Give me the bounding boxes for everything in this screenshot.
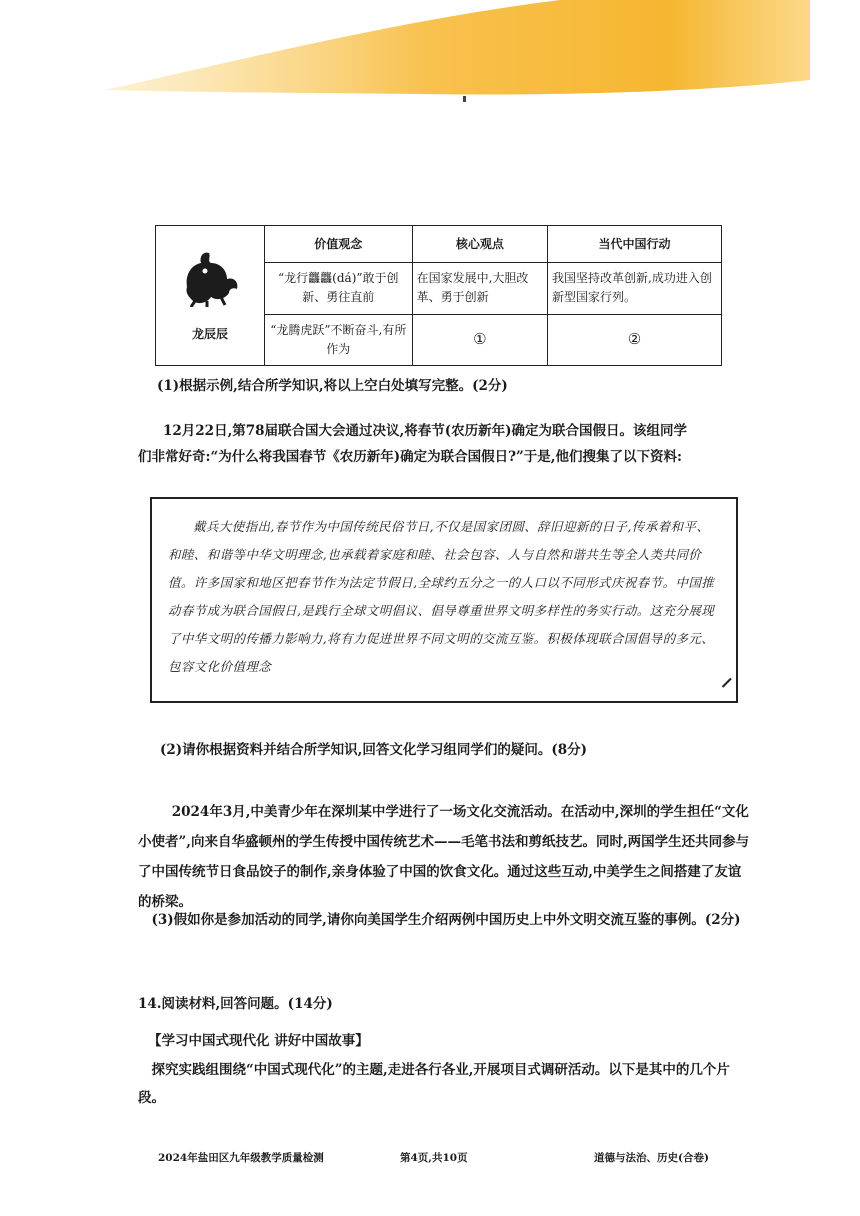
blank-1: ① (412, 314, 547, 366)
cell-concept-2: “龙腾虎跃”不断奋斗,有所作为 (265, 314, 413, 366)
footer-exam-title: 2024年盐田区九年级教学质量检测 (158, 1152, 324, 1164)
header-china-action: 当代中国行动 (548, 226, 722, 263)
decorative-swoosh (0, 0, 860, 110)
dragon-icon (177, 247, 243, 307)
material-text: 戴兵大使指出,春节作为中国传统民俗节日,不仅是国家团圆、辞旧迎新的日子,传承着和平、和睦、和谐等中华文明理念,也承载着家庭和睦、社会包容、人与自然和谐共生等全人类共同价值。许多国家和地区把春节作为法定节假日,全球约五分之一的人口以不同形式庆祝春节。中国推动春节成为联合国假日,是践行全球文明倡议、倡导尊重世界文明多样性的务实行动。这充分展现了中华文明的传播力影响力,将有力促进世界不同文明的交流互鉴。积极体现联合国倡导的多元、包容文化价值理念 (168, 519, 715, 674)
dragon-cell (156, 226, 265, 366)
header-value-concept: 价值观念 (265, 226, 413, 263)
footer-page-number: 第4页,共10页 (400, 1152, 468, 1164)
row-label: 龙辰辰 (191, 327, 228, 341)
scan-mark (463, 96, 466, 102)
header-core-view: 核心观点 (412, 226, 547, 263)
exchange-paragraph: 2024年3月,中美青少年在深圳某中学进行了一场文化交流活动。在活动中,深圳的学生担任“文化小使者”,向来自华盛顿州的学生传授中国传统艺术——毛笔书法和剪纸技艺。同时,两国学生还共同参与了中国传统节日食品饺子的制作,亲身体验了中国的饮食文化。通过这些互动,中美学生之间搭建了友谊的桥梁。 (138, 804, 750, 910)
blank-2: ② (548, 314, 722, 366)
zodiac-values-table (155, 225, 722, 366)
cell-view-1: 在国家发展中,大胆改革、勇于创新 (412, 263, 547, 315)
footer-subject: 道德与法治、历史(合卷) (594, 1152, 709, 1164)
explore-paragraph: 探究实践组围绕“中国式现代化”的主题,走进各行各业,开展项目式调研活动。以下是其中的几个片段。 (138, 1062, 730, 1106)
material-box (150, 497, 738, 703)
intro-line-2: 们非常好奇:“为什么将我国春节《农历新年)确定为联合国假日?”于是,他们搜集了以下资料: (138, 449, 682, 465)
question-2: (2)请你根据资料并结合所学知识,回答文化学习组同学们的疑问。(8分) (160, 742, 588, 758)
question-3: (3)假如你是参加活动的同学,请你向美国学生介绍两例中国历史上中外文明交流互鉴的事例。(2分) (151, 912, 741, 928)
box-corner-mark (722, 678, 740, 696)
cell-action-1: 我国坚持改革创新,成功进入创新型国家行列。 (548, 263, 722, 315)
intro-line-1: 12月22日,第78届联合国大会通过决议,将春节(农历新年)确定为联合国假日。该组同学 (163, 423, 688, 439)
question-1: (1)根据示例,结合所学知识,将以上空白处填写完整。(2分) (157, 378, 508, 394)
cell-concept-1: “龙行龘龘(dá)”敢于创新、勇往直前 (265, 263, 413, 315)
question-14: 14.阅读材料,回答问题。(14分) (138, 996, 333, 1012)
section-subtitle: 【学习中国式现代化 讲好中国故事】 (148, 1033, 369, 1049)
